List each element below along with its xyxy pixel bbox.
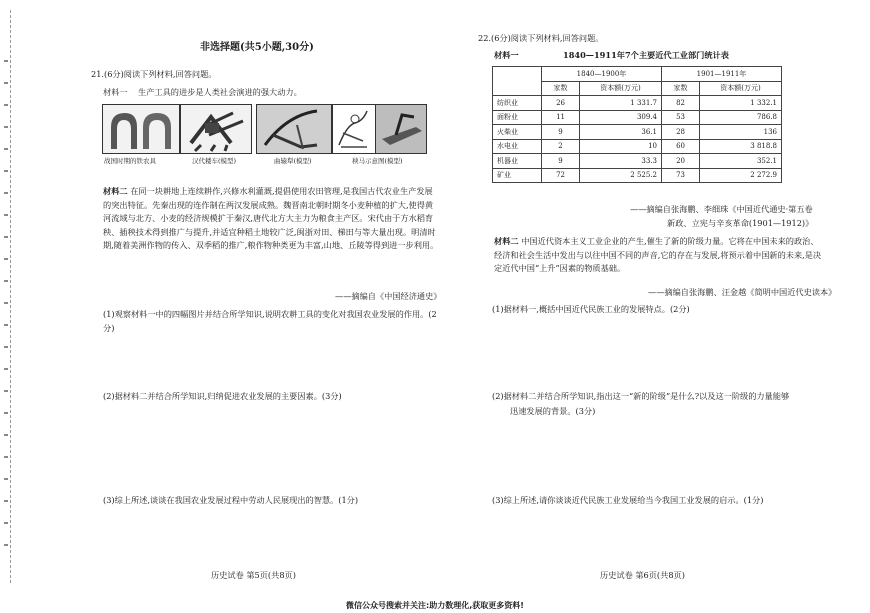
row-count-2: 82 xyxy=(661,96,699,111)
caption-seed-drill: 汉代耧车(模型) xyxy=(192,157,237,165)
row-capital-2: 1 332.1 xyxy=(700,96,782,111)
col-count-1: 家数 xyxy=(542,81,580,96)
bottom-banner: 微信公众号搜索并关注:助力数理化,获取更多资料! xyxy=(0,600,870,613)
rice-transplanter-image xyxy=(375,104,427,154)
table-row xyxy=(493,96,782,111)
q21-part2: (2)据材料二并结合所学知识,归纳促进农业发展的主要因素。(3分) xyxy=(103,391,342,401)
row-count-2: 28 xyxy=(661,125,699,140)
material-two-left xyxy=(103,185,439,253)
q21-header: 21.(6分)阅读下列材料,回答问题。 xyxy=(91,69,217,79)
material-two-right xyxy=(494,235,826,276)
row-count-1: 26 xyxy=(542,96,580,111)
col-capital-2: 资本额(万元) xyxy=(700,81,782,96)
row-capital-1: 36.1 xyxy=(580,125,662,140)
binding-holes xyxy=(4,60,8,560)
rice-transplanter-drawing xyxy=(332,104,376,154)
q22-part2-line2: 迅速发展的背景。(3分) xyxy=(510,406,596,416)
row-industry: 火柴业 xyxy=(493,125,542,140)
q22-part1: (1)据材料一,概括中国近代民族工业的发展特点。(2分) xyxy=(492,304,690,314)
row-count-1: 9 xyxy=(542,154,580,169)
seed-drill-image xyxy=(180,104,252,154)
q21-part1: (1)观察材料一中的四幅图片并结合所学知识,说明农耕工具的变化对我国农业发展的作用。(2分) xyxy=(103,309,437,333)
row-capital-2: 2 272.9 xyxy=(700,168,782,183)
material-one-source-right-a: ——摘编自张海鹏、李细珠《中国近代通史·第五卷 xyxy=(630,204,813,214)
col-count-2: 家数 xyxy=(661,81,699,96)
material-two-source-left: ——摘编自《中国经济通史》 xyxy=(335,291,442,301)
material-one-label-left: 材料一 xyxy=(103,87,128,97)
q22-part2-line1: (2)据材料二并结合所学知识,指出这一“新的阶级”是什么?以及这一阶级的力量能够 xyxy=(492,391,790,401)
row-count-1: 2 xyxy=(542,139,580,154)
row-industry: 矿业 xyxy=(493,168,542,183)
row-capital-1: 2 525.2 xyxy=(580,168,662,183)
industry-statistics-table xyxy=(492,66,782,183)
q22-part3: (3)综上所述,请你谈谈近代民族工业发展给当今我国工业发展的启示。(1分) xyxy=(492,495,764,505)
caption-iron-tools: 战国时期的铁农具 xyxy=(104,157,156,165)
binding-gutter xyxy=(10,10,12,583)
row-industry: 机器业 xyxy=(493,154,542,169)
iron-tools-image xyxy=(102,104,180,154)
left-page-footer: 历史试卷 第5页(共8页) xyxy=(211,570,296,580)
row-capital-1: 1 331.7 xyxy=(580,96,662,111)
material-two-label-left: 材料二 xyxy=(103,186,128,196)
material-one-label-right: 材料一 xyxy=(494,50,519,60)
material-two-source-right: ——摘编自张海鹏、汪金越《简明中国近代史读本》 xyxy=(648,287,837,297)
table-row xyxy=(493,168,782,183)
row-capital-2: 786.8 xyxy=(700,110,782,125)
row-count-2: 73 xyxy=(661,168,699,183)
row-count-1: 9 xyxy=(542,125,580,140)
row-industry: 面粉业 xyxy=(493,110,542,125)
table-corner-cell xyxy=(493,67,542,96)
row-count-2: 60 xyxy=(661,139,699,154)
row-capital-2: 136 xyxy=(700,125,782,140)
material-two-text-left: 在同一块耕地上连续耕作,兴修水利灌溉,提倡使用农田管理,是我国古代农业生产发展的突出特征。先秦出现的连作制在两汉发展成熟。魏晋南北朝时期冬小麦种植的扩大,使得黄河流域与北方、小麦的经济规模扩于秦汉,唐代北方大主力为粮食主产区。宋代由于方水稻育秧、插秧技术得到推广与提升,并适宜种稻土地较广泛,闽浙对田、梯田与等大量出现。明清时期,随着美洲作物的传入、双季稻的推广,粮作物种类更为丰富,山地、丘陵等得到进一步利用。 xyxy=(103,186,439,250)
period-header-2: 1901—1911年 xyxy=(661,67,781,82)
row-count-2: 53 xyxy=(661,110,699,125)
row-capital-2: 3 818.8 xyxy=(700,139,782,154)
material-one-source-right-b: 新政、立宪与辛亥革命(1901—1912)》 xyxy=(667,218,814,228)
caption-curved-plow: 曲辕犁(模型) xyxy=(274,157,312,165)
row-count-2: 20 xyxy=(661,154,699,169)
caption-rice-transplanter: 秧马示意图(模型) xyxy=(352,157,403,165)
material-two-text-right: 中国近代资本主义工业企业的产生,催生了新的阶级力量。它将在中国未来的政治、经济和社会生活中发出与以往中国不同的声音,它的存在与发展,将预示着中国新的未来,是决定近代中国“上升”因素的物质基础。 xyxy=(494,236,822,273)
right-page-footer: 历史试卷 第6页(共8页) xyxy=(600,570,685,580)
q21-part3: (3)综上所述,谈谈在我国农业发展过程中劳动人民展现出的智慧。(1分) xyxy=(103,495,359,505)
material-one-text-left: 生产工具的进步是人类社会演进的强大动力。 xyxy=(138,87,302,97)
table-title: 1840—1911年7个主要近代工业部门统计表 xyxy=(563,50,729,60)
row-capital-1: 33.3 xyxy=(580,154,662,169)
material-two-label-right: 材料二 xyxy=(494,236,519,246)
section-title: 非选择题(共5小题,30分) xyxy=(200,42,314,53)
table-row xyxy=(493,139,782,154)
table-row xyxy=(493,125,782,140)
row-capital-2: 352.1 xyxy=(700,154,782,169)
row-capital-1: 10 xyxy=(580,139,662,154)
table-row xyxy=(493,154,782,169)
period-header-1: 1840—1900年 xyxy=(542,67,662,82)
table-header-periods xyxy=(493,67,782,82)
curved-plow-image xyxy=(256,104,332,154)
row-industry: 纺织业 xyxy=(493,96,542,111)
col-capital-1: 资本额(万元) xyxy=(580,81,662,96)
q22-header: 22.(6分)阅读下列材料,回答问题。 xyxy=(478,33,604,43)
table-row xyxy=(493,110,782,125)
row-capital-1: 309.4 xyxy=(580,110,662,125)
row-count-1: 11 xyxy=(542,110,580,125)
row-industry: 水电业 xyxy=(493,139,542,154)
row-count-1: 72 xyxy=(542,168,580,183)
